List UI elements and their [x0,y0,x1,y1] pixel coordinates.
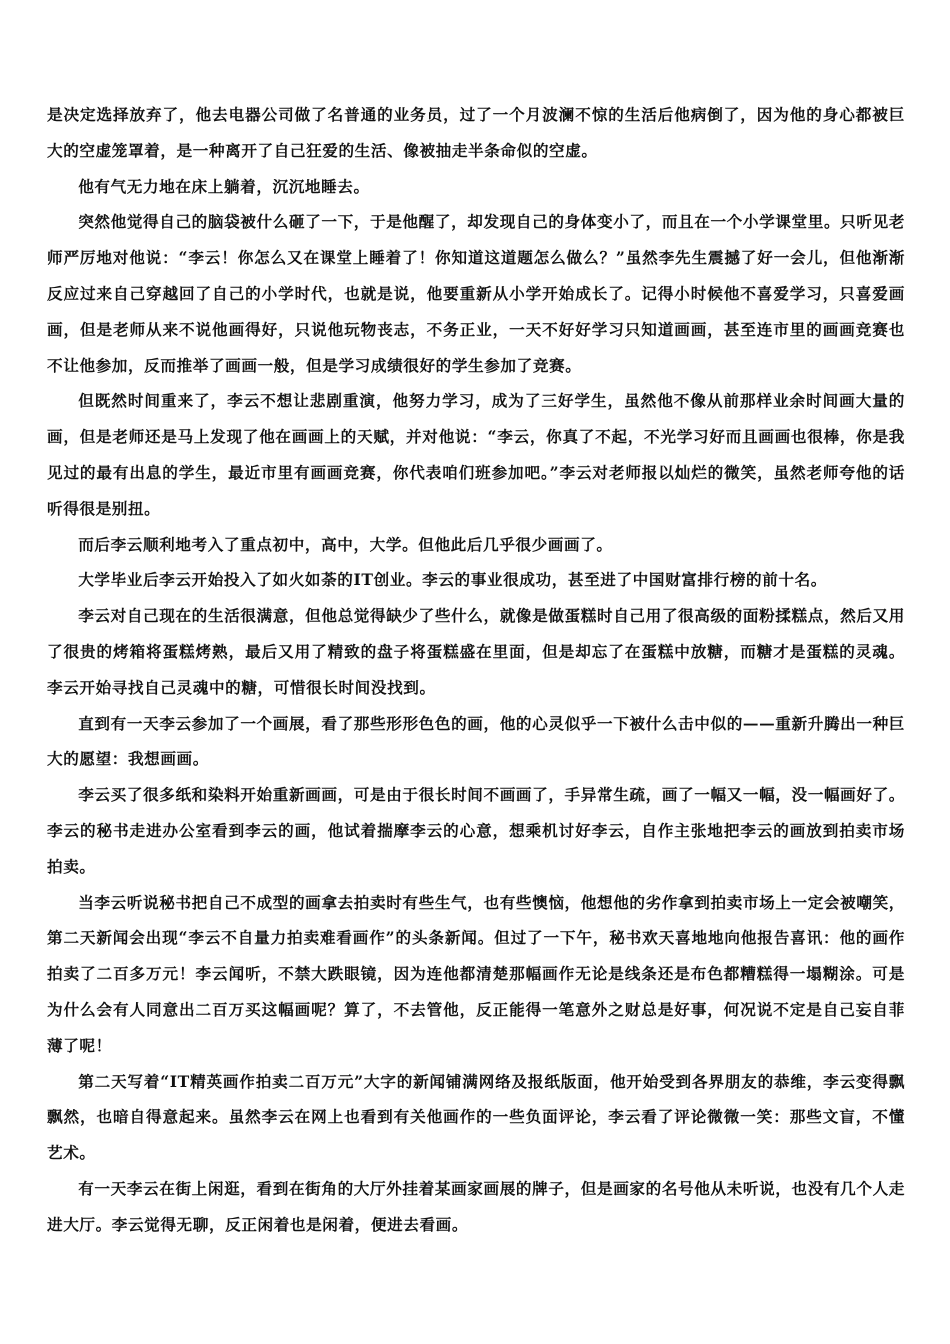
paragraph: 有一天李云在街上闲逛，看到在街角的大厅外挂着某画家画展的牌子，但是画家的名号他从未听说，也没有几个人走进大厅。李云觉得无聊，反正闲着也是闲着，便进去看画。 [47,1178,905,1234]
article-body [47,97,905,1243]
paragraph: 是决定选择放弃了，他去电器公司做了名普通的业务员，过了一个月波澜不惊的生活后他病倒了，因为他的身心都被巨大的空虚笼罩着，是一种离开了自己狂爱的生活、像被抽走半条命似的空虚。 [47,105,905,160]
paragraph: 突然他觉得自己的脑袋被什么砸了一下，于是他醒了，却发现自己的身体变小了，而且在一个小学课堂里。只听见老师严厉地对他说：“李云！你怎么又在课堂上睡着了！你知道这道题怎么做么？”虽然李先生震撼了好一会儿，但他渐渐反应过来自己穿越回了自己的小学时代，也就是说，他要重新从小学开始成长了。记得小时候他不喜爱学习，只喜爱画画，但是老师从来不说他画得好，只说他玩物丧志，不务正业，一天不好好学习只知道画画，甚至连市里的画画竞赛也不让他参加，反而推举了画画一般，但是学习成绩很好的学生参加了竞赛。 [47,212,905,375]
paragraph: 第二天写着“IT精英画作拍卖二百万元”大字的新闻铺满网络及报纸版面，他开始受到各界朋友的恭维，李云变得飘飘然，也暗自得意起来。虽然李云在网上也看到有关他画作的一些负面评论，李云看了评论微微一笑：那些文盲，不懂艺术。 [47,1071,905,1163]
paragraph: 大学毕业后李云开始投入了如火如荼的IT创业。李云的事业很成功，甚至进了中国财富排行榜的前十名。 [78,570,828,590]
paragraph: 李云买了很多纸和染料开始重新画画，可是由于很长时间不画画了，手异常生疏，画了一幅又一幅，没一幅画好了。李云的秘书走进办公室看到李云的画，他试着揣摩李云的心意，想乘机讨好李云，自作主张地把李云的画放到拍卖市场拍卖。 [47,785,905,876]
paragraph: 直到有一天李云参加了一个画展，看了那些形形色色的画，他的心灵似乎一下被什么击中似的——重新升腾出一种巨大的愿望：我想画画。 [47,713,905,769]
paragraph: 但既然时间重来了，李云不想让悲剧重演，他努力学习，成为了三好学生，虽然他不像从前那样业余时间画大量的画，但是老师还是马上发现了他在画画上的天赋，并对他说：“李云，你真了不起，不光学习好而且画画也很棒，你是我见过的最有出息的学生，最近市里有画画竞赛，你代表咱们班参加吧。”李云对老师报以灿烂的微笑，虽然老师夸他的话听得很是别扭。 [47,391,905,518]
paragraph: 他有气无力地在床上躺着，沉沉地睡去。 [78,176,370,196]
paragraph: 当李云听说秘书把自己不成型的画拿去拍卖时有些生气，也有些懊恼，他想他的劣作拿到拍卖市场上一定会被嘲笑，第二天新闻会出现“李云不自量力拍卖难看画作”的头条新闻。但过了一下午，秘书欢天喜地地向他报告喜讯：他的画作拍卖了二百多万元！李云闻听，不禁大跌眼镜，因为连他都清楚那幅画作无论是线条还是布色都糟糕得一塌糊涂。可是为什么会有人同意出二百万买这幅画呢？算了，不去管他，反正能得一笔意外之财总是好事，何况说不定是自己妄自菲薄了呢！ [47,892,905,1055]
paragraph: 李云对自己现在的生活很满意，但他总觉得缺少了些什么，就像是做蛋糕时自己用了很高级的面粉揉糕点，然后又用了很贵的烤箱将蛋糕烤熟，最后又用了精致的盘子将蛋糕盛在里面，但是却忘了在蛋糕中放糖，而糖才是蛋糕的灵魂。李云开始寻找自己灵魂中的糖，可惜很长时间没找到。 [47,606,905,697]
paragraph: 而后李云顺利地考入了重点初中，高中，大学。但他此后几乎很少画画了。 [78,534,613,554]
